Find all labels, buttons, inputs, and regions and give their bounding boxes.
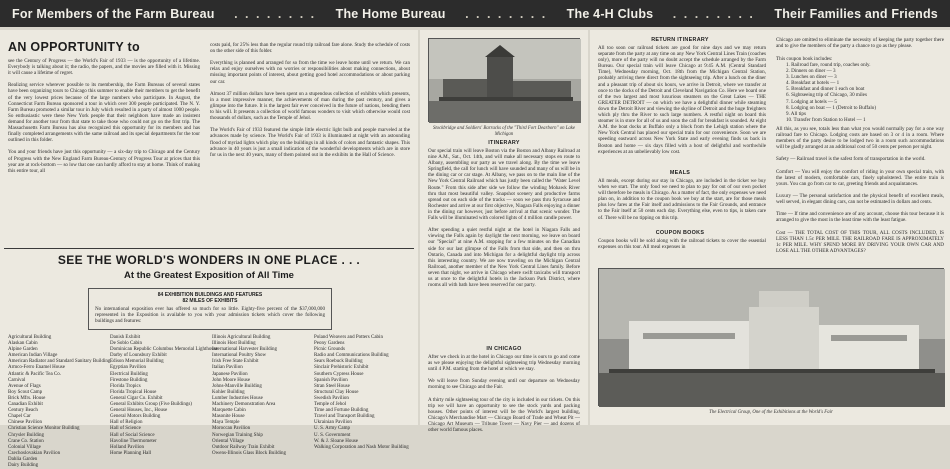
list-item: Havoline Thermometer — [110, 438, 157, 444]
list-item: De Soblo Cabin — [110, 341, 142, 347]
list-item: Chinese Pavilion — [8, 420, 43, 426]
list-item: 9. All tips — [786, 110, 806, 117]
list-item: 1. Railroad fare, round trip, coaches only. — [786, 62, 871, 68]
list-item: Hall of Social Science — [110, 432, 155, 438]
list-item: Brick Mfrs. House — [8, 395, 46, 401]
fort-dearborn-photo — [428, 38, 580, 122]
list-item: Czechoslovakian Pavilion — [8, 450, 61, 456]
list-item: U. S. Government — [314, 432, 351, 438]
list-item: Travel and Transport Building — [314, 414, 375, 420]
list-item: Hall of Science — [110, 426, 141, 432]
list-item: Home Planning Hall — [110, 450, 152, 456]
itinerary-heading: ITINERARY — [488, 140, 520, 146]
list-item: Owens-Illinois Glass Block Building — [212, 450, 287, 456]
list-item: W. & J. Sloane House — [314, 438, 358, 444]
list-item: Illinois Host Building — [212, 341, 256, 347]
list-item: Japanese Pavilion — [212, 371, 248, 377]
electrical-group-illustration — [599, 269, 945, 407]
list-item: Florida Tropical House — [110, 389, 157, 395]
list-item: Southern Cypress House — [314, 371, 364, 377]
list-item: 2. Dinners on diner — 3 — [786, 68, 836, 75]
list-item: Sinclair Prehistoric Exhibit — [314, 365, 369, 371]
list-item: Maya Temple — [212, 420, 240, 426]
list-item: Edison Memorial Building — [110, 359, 164, 365]
fort-dearborn-caption: Stockbridge and Soldiers' Barracks of the "Third Fort Dearborn" on Lake Michigan — [432, 126, 576, 137]
list-item: Stran Steel House — [314, 383, 350, 389]
buildings-list-col1 — [8, 335, 111, 469]
list-item: 6. Sightseeing trip of Chicago, 30 miles — [786, 92, 867, 99]
list-item: Boy Scout Camp — [8, 389, 43, 395]
list-item: Peony Gardens — [314, 341, 345, 347]
list-item: Irish Free State Exhibit — [212, 359, 259, 365]
cost-items-list — [786, 62, 944, 123]
buildings-list-col2 — [110, 335, 219, 457]
list-item: 10. Transfer from Station to Hotel — 1 — [786, 116, 866, 123]
list-item: Ukrainian Pavilion — [314, 420, 352, 426]
list-item: Christian Science Monitor Building — [8, 426, 80, 432]
intro-column-left: see the Century of Progress — the World's Fair of 1933 — is the opportunity of a lifetime. Everybody is talking about it; the radio, the papers, and the movies are filled with it. Missing it will cause a lifetime of regret. Realizing service wherever possible to its membership, the Farm Bureaus of several states have been organizing tours to Chicago this summer to enable their members to get the benefit of the very lowest prices because of the large numbers who participate. In August, the Connecticut Farm Bureau sponsored a tour in which over 300 people participated. The N. Y. Farm Bureau promoted a similar tour in July which resulted in a party of almost 1000 people. So enthusiastic were these New York people that their neighbors have made an insistent demand for another tour from that state to take those who could not go on the first trip. The Massachusetts Farm Bureau has also recognized this opportunity for its members and has finally completed arrangements with the same railroad and its special departments for the tour outlined in this folder. You and your friends have just this opportunity — a six-day trip to Chicago and the Century of Progress with the New England Farm Bureau-Century of Progress Tour at prices that this year are at rock-bottom — so low that one can hardly afford to stay at home. Think of making this entire tour, all — [8, 58, 200, 174]
list-item: Norwegian Training Ship — [212, 432, 263, 438]
list-item: Carnival — [8, 377, 26, 383]
list-item: Swedish Pavilion — [314, 395, 349, 401]
list-item: Florida Tropics — [110, 383, 141, 389]
exhibition-box-subtitle: 82 MILES OF EXHIBITS — [182, 298, 238, 304]
list-item: Machinery Demonstration Area — [212, 402, 276, 408]
in-chicago-text: After we check in at the hotel in Chicago our time is ours to go and come as we please enjoying the delightful sightseeing trip Wednesday morning until 4 P.M. starting from the hotel at which we stay. We will leave from Sunday evening until our departure on Wednesday morning to see Chicago and the Fair. A thirty mile sightseeing tour of the city is included in our tickets. On this trip we will have an opportunity to see the stock yards and packing houses. Other points of interest will be the World's largest building, Chicago's Merchandise Mart — Chicago Board of Trade and Wheat Pit — Chicago Art Museum — Tribune Tower — Navy Pier — and dozens of other world famous places. — [428, 354, 580, 434]
list-item: Johns-Manville Building — [212, 383, 262, 389]
list-item: Poland Weavers and Potters Cabin — [314, 335, 383, 340]
coupon-books-text: Coupon books will be sold along with the railroad tickets to cover the essential expenses on this tour. All meal expenses in — [598, 238, 766, 251]
banner-separator: . . . . . . . . — [672, 6, 755, 21]
return-itinerary-text: All too soon our railroad tickets are good for nine days and we may return separate from the party at any time on any New York Central Lines Train (coaches only), more of the party will no doubt accept the schedule arranged by the Farm Bureau. Our special train will leave Chicago at 9:45 A.M. (Central Standard Time), Wednesday morning, Oct. 18th from the Michigan Central Station, probably arriving there direct from the sightseeing trip. After a lunch on the diner and a pleasant trip of about six hours, we arrive in Detroit, where we transfer at once to the docks of the Detroit and Cleveland Navigation Co. Here we board one of the two largest and most luxurious steamers on the Great Lakes — THE GREATER DETROIT — on which we have a delightful dinner while steaming down the Detroit River and viewing the skyline of Detroit and the huge freighters which ply thru the River to such large numbers. A restful night on board this steamer is in store for all of us and soon the call for breakfast is sounded. At eight A.M. the boat docks at Buffalo only a block from the Lehigh station where the New York Central has placed our special train for our convenience. Soon we are speeding eastward across New York State and early evening finds us back in Boston and home — six days filled with a host of delightful and worthwhile experiences at an unbelievably low cost. — [598, 45, 766, 155]
tour-advantages-text: All this, as you see, totals less than what you would normally pay for a one way railroad fare to Chicago. Lodging costs are based on 3 or 4 in a room. Where members of the party desire to be lodged two in a room such accommodations will be gladly arranged at an additional cost of 50 cents per person per night. Safety — Railroad travel is the safest form of transportation in the world. Comfort — You will enjoy the comfort of riding in your own special train, with the latest of modern, comfortable cars, finely upholstered. The entire train is yours. You can go from car to car, greeting friends and acquaintances. Luxury — The personal satisfaction and the physical benefit of excellent meals, well served, in elegant dining cars, can not be estimated in dollars and cents. Time — If time and convenience are of any account, choose this tour because it is arranged to give the most in the least time with the least fatigue. Cost — THE TOTAL COST OF THIS TOUR, ALL COSTS INCLUDED, IS LESS THAN 1.5c PER MILE. THE RAILROAD FARE IS APPROXIMATELY 1c PER MILE. WHY SPEND MORE BY DRIVING YOUR OWN CAR AND LOSE ALL THE OTHER ADVANTAGES? — [776, 126, 944, 254]
panel-opportunity — [0, 30, 418, 468]
list-item: Oriental Village — [212, 438, 244, 444]
list-item: Canadian Exhibit — [8, 402, 43, 408]
list-item: Chapel Car — [8, 414, 31, 420]
panel-itinerary — [420, 30, 588, 434]
fort-dearborn-illustration — [429, 39, 581, 123]
list-item: Outdoor Railway Train Exhibit — [212, 444, 275, 450]
list-item: Danish Exhibit — [110, 335, 141, 340]
list-item: 3. Lunches on diner — 3 — [786, 74, 837, 81]
exhibition-box-text: No international exposition ever has offered so much for so little. Eighty-five percent of the $37,000,000 represented in the Exposition is available to you with your admission tickets which cover the following buildings and features: — [95, 306, 325, 325]
list-item: General Cigar Co. Exhibit — [110, 395, 163, 401]
wonders-heading: SEE THE WORLD'S WONDERS IN ONE PLACE . . . — [57, 253, 361, 267]
list-item: 5. Breakfast and dinner 1 each on boat — [786, 86, 865, 93]
list-item: Firestone Building — [110, 377, 148, 383]
list-item: Electrical Building — [110, 371, 148, 377]
list-item: General Exhibits Group (Five Buildings) — [110, 402, 192, 408]
buildings-list-col3 — [212, 335, 312, 457]
electrical-group-photo — [598, 268, 944, 406]
list-item: Radio and Communications Building — [314, 353, 389, 359]
list-item: Armco-Ferro Enamel House — [8, 365, 65, 371]
list-item: Dominican Republic Columbus Memorial Lighthouse — [110, 347, 219, 353]
banner-separator: . . . . . . . . — [465, 6, 548, 21]
list-item: 7. Lodging at hotels — 5 — [786, 98, 837, 105]
in-chicago-heading: IN CHICAGO — [486, 346, 522, 352]
buildings-list-col4 — [314, 335, 414, 451]
list-item: International Poultry Show — [212, 353, 267, 359]
banner-farm-bureau: For Members of the Farm Bureau — [12, 6, 215, 21]
exhibition-box — [88, 288, 332, 330]
banner-separator: . . . . . . . . — [234, 6, 317, 21]
meals-text: All meals, except during our stay in Chicago, are included in the ticket we buy when we start. The only food we need to plan to pay for out of our own pocket will therefore be meals in Chicago. As a matter of fact, the only expenses we need plan on, in addition to the coupon book we buy at the start, are for those meals plus low fares at the Fair itself and admissions to the Fair Grounds, and entrance to the Fair itself at 50 cents each day. Everything else, even to tips, is taken care of. There will be no tipping on this trip. — [598, 178, 766, 221]
list-item: Picnic Grounds — [314, 347, 345, 353]
list-item: Colonial Village — [8, 444, 41, 450]
list-item: Agricultural Building — [8, 335, 52, 340]
list-item: Marquette Cabin — [212, 408, 246, 414]
top-banner — [0, 0, 950, 27]
list-item: American Radiator and Standard Sanitary Building — [8, 359, 111, 365]
list-item: Walking Corporation and Nash Motor Building — [314, 444, 409, 450]
return-itinerary-heading: RETURN ITINERARY — [651, 37, 709, 43]
banner-4h-clubs: The 4-H Clubs — [566, 6, 654, 21]
list-item: Dahlia Garden — [8, 456, 38, 462]
divider-rule — [4, 248, 414, 249]
list-item: Egyptian Pavilion — [110, 365, 146, 371]
list-item: Atlantic & Pacific Tea Co. — [8, 371, 62, 377]
list-item: Time and Fortune Building — [314, 408, 369, 414]
list-item: Masonite House — [212, 414, 245, 420]
list-item: John Moore House — [212, 377, 251, 383]
list-item: Italian Pavilion — [212, 365, 243, 371]
list-item: Kohler Building — [212, 389, 245, 395]
list-item: Spanish Pavilion — [314, 377, 348, 383]
coupon-books-heading: COUPON BOOKS — [655, 230, 705, 236]
opportunity-heading: AN OPPORTUNITY to — [8, 40, 140, 54]
list-item: Sears Roebuck Building — [314, 359, 363, 365]
banner-families: Their Families and Friends — [774, 6, 938, 21]
list-item: Hall of Religion — [110, 420, 143, 426]
list-item: Illinois Agricultural Building — [212, 335, 271, 340]
right-column-intro: Chicago are omitted to eliminate the necessity of keeping the party together there and to give the members of the party a chance to go as they please. — [776, 37, 944, 50]
list-item: Avenue of Flags — [8, 383, 41, 389]
list-item: American Indian Village — [8, 353, 58, 359]
greatest-exposition-subheading: At the Greatest Exposition of All Time — [124, 270, 294, 281]
list-item: Holland Pavilion — [110, 444, 145, 450]
list-item: Century Beach — [8, 408, 38, 414]
list-item: Lumber Industries House — [212, 395, 263, 401]
list-item: Moroccan Pavilion — [212, 426, 251, 432]
list-item: Crane Co. Station — [8, 438, 44, 444]
cost-lead: This coupon book includes: — [776, 56, 833, 62]
list-item: Temple of Jehol — [314, 402, 347, 408]
list-item: 8. Lodging on boat — 1 (Detroit to Buffalo) — [786, 104, 877, 111]
list-item: International Harvester Building — [212, 347, 277, 353]
list-item: Structural Clay House — [314, 389, 359, 395]
list-item: U. S. Army Camp — [314, 426, 350, 432]
meals-heading: MEALS — [669, 170, 691, 176]
panel-return — [590, 30, 950, 425]
electrical-group-caption: The Electrical Group, One of the Exhibitions at the World's Fair — [709, 410, 833, 415]
list-item: Dairy Building — [8, 462, 39, 468]
list-item: General Motors Building — [110, 414, 161, 420]
list-item: Alpine Garden — [8, 347, 38, 353]
list-item: Alaskan Cabin — [8, 341, 38, 347]
list-item: Chrysler Building — [8, 432, 44, 438]
intro-column-right: costs paid, for 25% less than the regular round trip railroad fare alone. Study the schedule of costs on the other side of this folder. Everything is planned and arranged for so from the time we leave home until we return. We can relax and enjoy ourselves with no worries or responsibilities about making connections, about missing important points of interest, about getting good hotel accommodations or about parking our car. Almost 37 million dollars have been spent on a stupendous collection of exhibits which presents, in a most impressive manner, the achievements of man during the past century, and gives a glimpse into the future. It is the largest fair ever conceived in the future of nations, bending them to his will. It presents a collection of world famous wonders to visit which otherwise would cost thousands of dollars, such as the Temple of Jehol. The World's Fair of 1933 featured the simple little electric light bulb and people marveled at the advances made by science. The World's Fair of 1933 is illuminated at night with an astounding flood of myriad lights which play on the buildings in all kinds of colors and fantastic shapes. This advance in 40 years is just a small indication of the wonderful developments which are in store for us in the next 40 years, many of them pointed out in the exhibits in the Hall of Science. — [210, 42, 410, 158]
itinerary-text: Our special train will leave Boston via the Boston and Albany Railroad at nine A.M., Sat., Oct. 14th, and will make all necessary stops en route to Albany, assembling our party as we travel along. By the time we leave Springfield, the call for lunch will have sounded and many of us will be in the dining car or car stage. At Albany, we pass on to the main line of the New York Central Railroad which has justly been called the "Water Level Route." From this side after side we follow the winding Mohawk River thru that most beautiful valley. Snapshot scenery and productive farms spread out on each side of the tracks — soon we pass thru Syracuse and Rochester and arrive at our first objective, Niagara Falls enjoying a dinner in the dining car however, just before arrival at that scenic wonder. The Falls will be illuminated with colored lights of 4 million candle power. After spending a quiet restful night at the hotel in Niagara Falls and viewing the Falls again by daylight the next morning, we leave on board our "Special" at nine A.M. stopping for a few minutes on the Canadian side for our last glimpse of the Falls from that side, and then on thru Ontario, Canada and into Michigan for a delightful daylight trip across this interesting country. We are now traveling on the Michigan Central Railroad, another member of the New York Central Lines family. Before seven that night, we arrive in Chicago where swift taxicabs will transport us at once to the delightful hotels in the Jackson Park District, where rooms all with bath have been reserved for our party. — [428, 148, 580, 289]
list-item: 4. Breakfast at hotels — 1 — [786, 80, 840, 87]
list-item: General Houses, Inc., House — [110, 408, 168, 414]
banner-home-bureau: The Home Bureau — [335, 6, 446, 21]
list-item: Darby of Lounsbury Exhibit — [110, 353, 167, 359]
exhibition-box-title: 84 EXHIBITION BUILDINGS AND FEATURES — [157, 292, 263, 298]
